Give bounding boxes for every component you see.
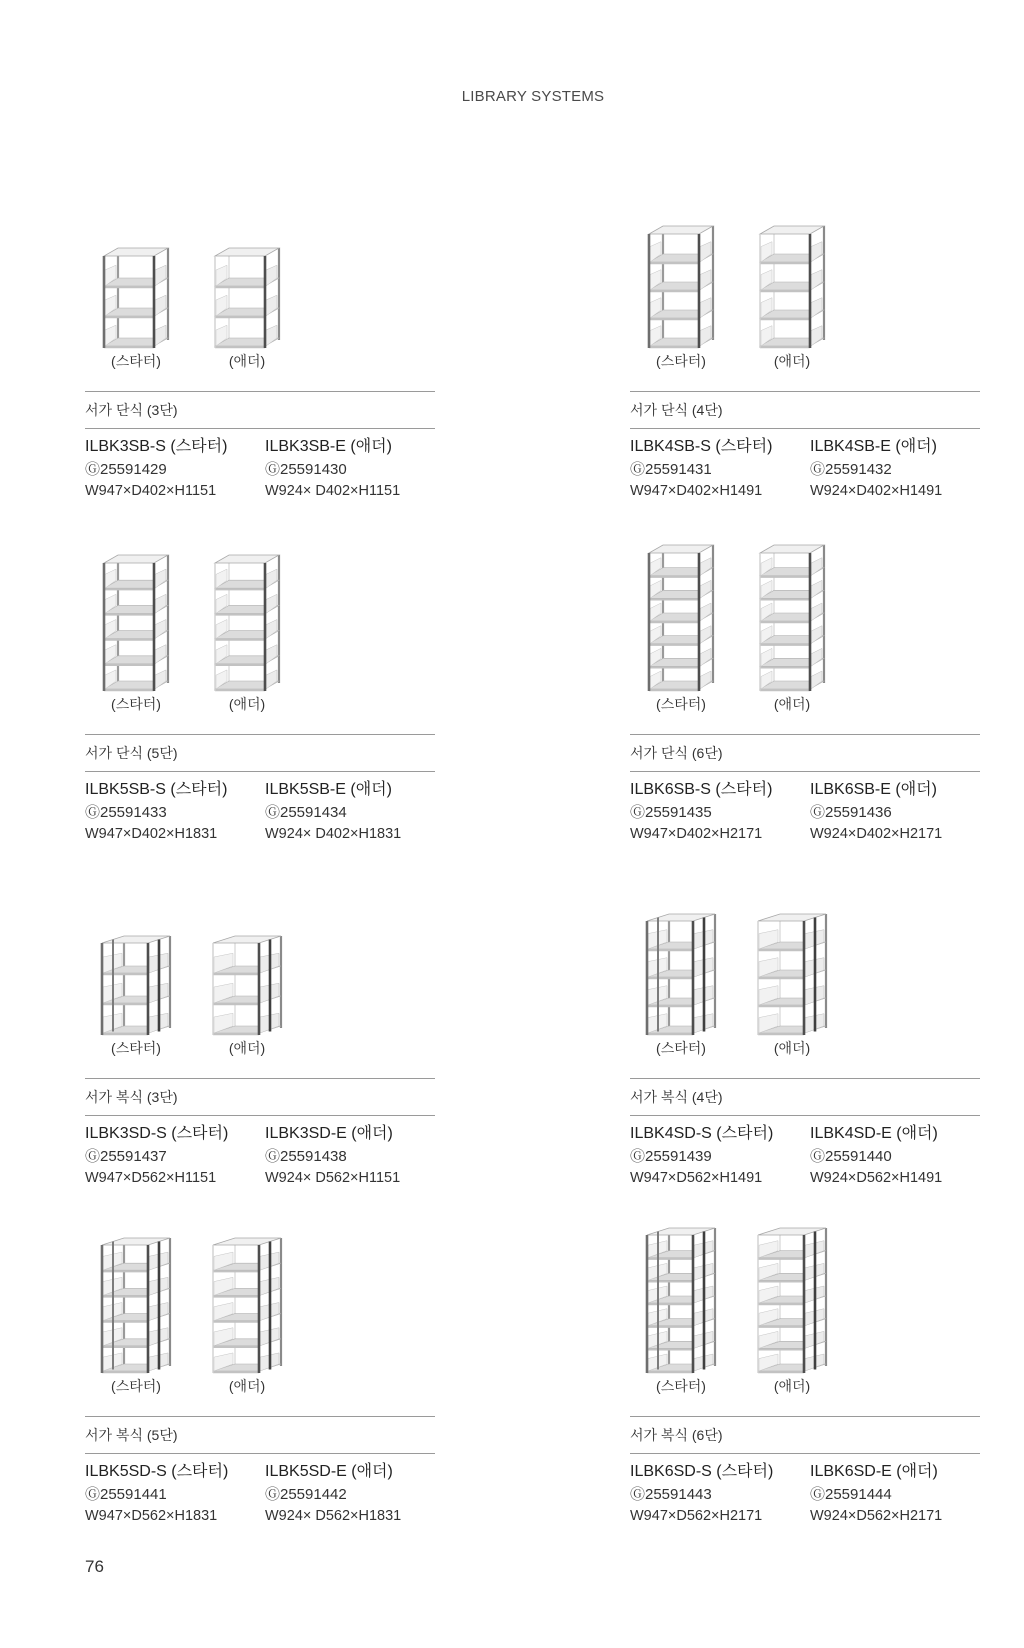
product-code: Ⓖ25591443	[630, 1486, 712, 1503]
product-code: Ⓖ25591435	[630, 804, 712, 821]
shelf-board-front-edge	[760, 666, 810, 668]
divider	[85, 734, 435, 735]
shelf-adder-image	[753, 887, 831, 1037]
book-support-plate	[266, 670, 277, 689]
divider	[630, 1078, 980, 1079]
shelf-adder-caption: (애더)	[228, 353, 266, 369]
product-model: ILBK5SB-E (애더)	[265, 781, 392, 798]
shelf-board-front-edge	[102, 973, 148, 975]
book-support-plate	[155, 295, 166, 316]
shelf-board-front-edge	[102, 1321, 148, 1323]
shelf-board-front-edge	[647, 1303, 693, 1305]
shelf-board-front-edge	[215, 613, 265, 615]
shelf-board-front-edge	[647, 1326, 693, 1328]
shelf-board-front-edge	[102, 1346, 148, 1348]
shelf-starter-caption: (스타터)	[656, 1040, 706, 1056]
shelf-top-frame	[215, 555, 279, 563]
product-item	[810, 779, 980, 844]
shelf-board-front-edge	[758, 1258, 804, 1260]
shelf-board-front-edge	[104, 664, 154, 666]
product-group-title: 서가 복식 (3단)	[85, 1089, 178, 1105]
product-code: Ⓖ25591436	[810, 804, 892, 821]
shelf-board-front-edge	[760, 290, 810, 292]
shelf-board-front-edge	[104, 286, 154, 288]
shelf-starter-caption: (스타터)	[111, 1378, 161, 1394]
product-group-title: 서가 복식 (6단)	[630, 1427, 723, 1443]
product-group-title: 서가 복식 (4단)	[630, 1089, 723, 1105]
product-model: ILBK3SD-E (애더)	[265, 1125, 393, 1142]
product-item	[630, 436, 800, 501]
product-dimensions: W947×D402×H2171	[630, 826, 763, 842]
shelf-adder-caption: (애더)	[228, 1378, 266, 1394]
product-model: ILBK4SB-E (애더)	[810, 438, 937, 455]
product-model: ILBK4SD-S (스타터)	[630, 1125, 774, 1142]
product-group-title: 서가 단식 (6단)	[630, 745, 723, 761]
shelf-board-front-edge	[758, 1005, 804, 1007]
shelf-board-front-edge	[215, 588, 265, 590]
product-model: ILBK6SB-E (애더)	[810, 781, 937, 798]
book-support-plate	[266, 265, 277, 286]
book-support-plate	[811, 671, 822, 689]
shelf-top-frame	[104, 555, 168, 563]
shelf-starter-caption: (스타터)	[656, 353, 706, 369]
book-support-plate	[155, 594, 166, 613]
product-model: ILBK3SB-S (스타터)	[85, 438, 228, 455]
product-block	[630, 1225, 980, 1530]
book-support-plate	[811, 626, 822, 644]
product-code: Ⓖ25591429	[85, 461, 167, 478]
shelf-board-front-edge	[760, 621, 810, 623]
shelf-board-front-edge	[213, 973, 259, 975]
book-support-plate	[700, 270, 711, 290]
page-header-title: LIBRARY SYSTEMS	[461, 88, 605, 105]
shelf-board-front-edge	[102, 1270, 148, 1272]
shelf-board-front-edge	[649, 621, 699, 623]
divider	[85, 1115, 435, 1116]
shelf-adder-image	[208, 887, 286, 1037]
shelf-adder-image	[208, 543, 286, 693]
shelf-adder-caption: (애더)	[773, 696, 811, 712]
shelf-top-frame	[215, 248, 279, 256]
product-block	[85, 887, 435, 1192]
divider	[630, 1453, 980, 1454]
shelf-board-front-edge	[649, 318, 699, 320]
shelf-starter-image	[97, 887, 175, 1037]
shelf-top-frame	[760, 545, 824, 553]
shelf-board-front-edge	[647, 1280, 693, 1282]
product-model: ILBK3SB-E (애더)	[265, 438, 392, 455]
shelf-board-front-edge	[213, 1321, 259, 1323]
divider	[85, 1416, 435, 1417]
shelf-board-front-edge	[102, 1371, 148, 1373]
shelf-board-front-edge	[760, 346, 810, 348]
shelf-board-front-edge	[104, 316, 154, 318]
shelf-board-front-edge	[647, 1033, 693, 1035]
product-item	[85, 1123, 255, 1188]
page-number: 76	[85, 1557, 104, 1576]
product-model: ILBK4SD-E (애더)	[810, 1125, 938, 1142]
product-code: Ⓖ25591438	[265, 1148, 347, 1165]
shelf-board-front-edge	[647, 977, 693, 979]
book-support-plate	[266, 295, 277, 316]
product-code: Ⓖ25591434	[265, 804, 347, 821]
shelf-board-front-edge	[649, 346, 699, 348]
product-dimensions: W947×D562×H1491	[630, 1170, 763, 1186]
product-dimensions: W947×D562×H1831	[85, 1508, 218, 1524]
shelf-board-front-edge	[649, 262, 699, 264]
book-support-plate	[155, 620, 166, 639]
book-support-plate	[700, 671, 711, 689]
shelf-adder-image	[208, 200, 286, 350]
book-support-plate	[266, 620, 277, 639]
product-block	[85, 200, 435, 505]
shelf-board-front-edge	[758, 1371, 804, 1373]
product-block	[630, 887, 980, 1192]
shelf-board-front-edge	[758, 1303, 804, 1305]
book-support-plate	[266, 325, 277, 346]
book-support-plate	[811, 580, 822, 598]
shelf-board-front-edge	[215, 639, 265, 641]
product-code: Ⓖ25591432	[810, 461, 892, 478]
shelf-board-front-edge	[758, 949, 804, 951]
product-model: ILBK3SD-S (스타터)	[85, 1125, 229, 1142]
shelf-board-front-edge	[647, 1348, 693, 1350]
shelf-board-front-edge	[215, 316, 265, 318]
shelf-top-frame	[649, 545, 713, 553]
book-support-plate	[700, 326, 711, 346]
shelf-board-front-edge	[215, 689, 265, 691]
product-group-title: 서가 복식 (5단)	[85, 1427, 178, 1443]
shelf-adder-caption: (애더)	[228, 1040, 266, 1056]
shelf-top-frame	[760, 226, 824, 234]
book-support-plate	[155, 645, 166, 664]
product-dimensions: W924× D402×H1831	[265, 826, 402, 842]
shelf-starter-caption: (스타터)	[656, 696, 706, 712]
book-support-plate	[700, 648, 711, 666]
shelf-board-front-edge	[649, 598, 699, 600]
product-block	[630, 200, 980, 505]
book-support-plate	[155, 569, 166, 588]
shelf-starter-caption: (스타터)	[656, 1378, 706, 1394]
product-item	[630, 1123, 800, 1188]
product-item	[810, 1123, 980, 1188]
product-dimensions: W924×D402×H2171	[810, 826, 943, 842]
shelf-board-front-edge	[758, 1348, 804, 1350]
shelf-board-front-edge	[213, 1295, 259, 1297]
book-support-plate	[700, 580, 711, 598]
product-item	[810, 436, 980, 501]
product-dimensions: W947×D562×H1151	[85, 1170, 217, 1186]
book-support-plate	[811, 270, 822, 290]
product-dimensions: W924× D562×H1831	[265, 1508, 402, 1524]
shelf-board-front-edge	[647, 1258, 693, 1260]
shelf-board-front-edge	[213, 1371, 259, 1373]
shelf-starter-image	[97, 1225, 175, 1375]
shelf-board-front-edge	[647, 1371, 693, 1373]
product-item	[265, 779, 435, 844]
shelf-board-front-edge	[215, 286, 265, 288]
book-support-plate	[155, 670, 166, 689]
product-code: Ⓖ25591441	[85, 1486, 167, 1503]
shelf-adder-image	[753, 200, 831, 350]
divider	[630, 734, 980, 735]
product-item	[265, 436, 435, 501]
shelf-board-front-edge	[104, 639, 154, 641]
shelf-board-front-edge	[104, 346, 154, 348]
shelf-starter-image	[642, 1225, 720, 1375]
product-code: Ⓖ25591437	[85, 1148, 167, 1165]
divider	[85, 771, 435, 772]
product-item	[85, 436, 255, 501]
product-block	[85, 543, 435, 848]
shelf-board-front-edge	[758, 1033, 804, 1035]
shelf-board-front-edge	[760, 644, 810, 646]
divider	[630, 1115, 980, 1116]
divider	[630, 1416, 980, 1417]
product-dimensions: W924× D562×H1151	[265, 1170, 401, 1186]
product-model: ILBK5SD-S (스타터)	[85, 1463, 229, 1480]
shelf-board-front-edge	[760, 318, 810, 320]
divider	[85, 391, 435, 392]
shelf-starter-image	[642, 887, 720, 1037]
product-model: ILBK6SD-E (애더)	[810, 1463, 938, 1480]
shelf-board-front-edge	[649, 666, 699, 668]
shelf-board-front-edge	[758, 1326, 804, 1328]
product-item	[630, 779, 800, 844]
product-item	[85, 1461, 255, 1526]
product-item	[265, 1461, 435, 1526]
product-block	[85, 1225, 435, 1530]
divider	[85, 1078, 435, 1079]
divider	[630, 391, 980, 392]
book-support-plate	[811, 603, 822, 621]
product-code: Ⓖ25591431	[630, 461, 712, 478]
shelf-board-front-edge	[215, 664, 265, 666]
product-dimensions: W947×D402×H1831	[85, 826, 218, 842]
divider	[630, 771, 980, 772]
shelf-adder-caption: (애더)	[773, 353, 811, 369]
product-item	[810, 1461, 980, 1526]
product-model: ILBK6SB-S (스타터)	[630, 781, 773, 798]
product-model: ILBK6SD-S (스타터)	[630, 1463, 774, 1480]
product-dimensions: W924×D562×H1491	[810, 1170, 943, 1186]
shelf-adder-image	[753, 543, 831, 693]
product-item	[85, 779, 255, 844]
book-support-plate	[811, 242, 822, 262]
shelf-board-front-edge	[758, 1280, 804, 1282]
product-code: Ⓖ25591444	[810, 1486, 892, 1503]
product-dimensions: W947×D562×H2171	[630, 1508, 763, 1524]
product-dimensions: W924×D402×H1491	[810, 483, 943, 499]
shelf-starter-image	[642, 543, 720, 693]
product-code: Ⓖ25591439	[630, 1148, 712, 1165]
shelf-starter-image	[97, 200, 175, 350]
shelf-board-front-edge	[647, 1005, 693, 1007]
product-dimensions: W924×D562×H2171	[810, 1508, 943, 1524]
shelf-board-front-edge	[102, 1003, 148, 1005]
shelf-top-frame	[104, 248, 168, 256]
divider	[85, 428, 435, 429]
shelf-adder-caption: (애더)	[773, 1378, 811, 1394]
shelf-board-front-edge	[760, 598, 810, 600]
product-item	[630, 1461, 800, 1526]
shelf-board-front-edge	[649, 576, 699, 578]
divider	[630, 428, 980, 429]
product-dimensions: W924× D402×H1151	[265, 483, 401, 499]
shelf-starter-caption: (스타터)	[111, 353, 161, 369]
shelf-board-front-edge	[649, 689, 699, 691]
product-code: Ⓖ25591433	[85, 804, 167, 821]
shelf-adder-caption: (애더)	[773, 1040, 811, 1056]
shelf-board-front-edge	[213, 1270, 259, 1272]
shelf-board-front-edge	[104, 613, 154, 615]
shelf-board-front-edge	[213, 1033, 259, 1035]
product-model: ILBK4SB-S (스타터)	[630, 438, 773, 455]
shelf-board-front-edge	[102, 1033, 148, 1035]
book-support-plate	[811, 298, 822, 318]
shelf-board-front-edge	[104, 689, 154, 691]
product-group-title: 서가 단식 (5단)	[85, 745, 178, 761]
shelf-board-front-edge	[760, 576, 810, 578]
book-support-plate	[700, 603, 711, 621]
book-support-plate	[811, 326, 822, 346]
shelf-board-front-edge	[647, 949, 693, 951]
product-model: ILBK5SB-S (스타터)	[85, 781, 228, 798]
shelf-starter-image	[642, 200, 720, 350]
shelf-board-front-edge	[758, 977, 804, 979]
shelf-board-front-edge	[104, 588, 154, 590]
shelf-board-front-edge	[213, 1003, 259, 1005]
product-group-title: 서가 단식 (3단)	[85, 402, 178, 418]
shelf-board-front-edge	[102, 1295, 148, 1297]
product-dimensions: W947×D402×H1491	[630, 483, 763, 499]
book-support-plate	[811, 648, 822, 666]
shelf-top-frame	[649, 226, 713, 234]
product-block	[630, 543, 980, 848]
shelf-board-front-edge	[760, 689, 810, 691]
book-support-plate	[700, 298, 711, 318]
product-code: Ⓖ25591442	[265, 1486, 347, 1503]
book-support-plate	[266, 569, 277, 588]
product-model: ILBK5SD-E (애더)	[265, 1463, 393, 1480]
shelf-starter-caption: (스타터)	[111, 1040, 161, 1056]
shelf-board-front-edge	[760, 262, 810, 264]
product-code: Ⓖ25591440	[810, 1148, 892, 1165]
book-support-plate	[811, 558, 822, 576]
shelf-board-front-edge	[649, 290, 699, 292]
book-support-plate	[700, 242, 711, 262]
book-support-plate	[266, 594, 277, 613]
shelf-adder-image	[208, 1225, 286, 1375]
shelf-board-front-edge	[649, 644, 699, 646]
product-group-title: 서가 단식 (4단)	[630, 402, 723, 418]
product-dimensions: W947×D402×H1151	[85, 483, 217, 499]
shelf-adder-caption: (애더)	[228, 696, 266, 712]
divider	[85, 1453, 435, 1454]
book-support-plate	[266, 645, 277, 664]
book-support-plate	[155, 325, 166, 346]
book-support-plate	[700, 626, 711, 644]
shelf-adder-image	[753, 1225, 831, 1375]
shelf-board-front-edge	[215, 346, 265, 348]
book-support-plate	[700, 558, 711, 576]
shelf-board-front-edge	[213, 1346, 259, 1348]
product-code: Ⓖ25591430	[265, 461, 347, 478]
product-item	[265, 1123, 435, 1188]
shelf-starter-caption: (스타터)	[111, 696, 161, 712]
book-support-plate	[155, 265, 166, 286]
shelf-starter-image	[97, 543, 175, 693]
